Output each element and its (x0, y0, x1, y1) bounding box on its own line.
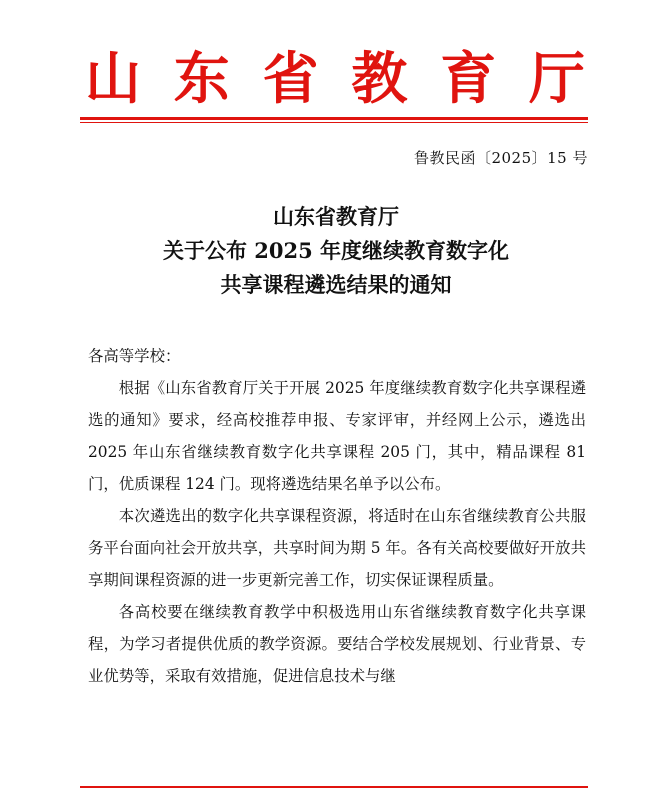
paragraph-1: 根据《山东省教育厅关于开展 2025 年度继续教育数字化共享课程遴选的通知》要求，经高校推荐申报、专家评审，并经网上公示，遴选出 2025 年山东省继续教育数字化共享课程 205 门，其中，精品课程 81 门，优质课程 124 门。现将遴选结果名单予以公布。 (88, 379, 586, 493)
masthead-title: 山 东 省 教 育 厅 (85, 46, 585, 112)
title-line-3: 共享课程遴选结果的通知 (220, 272, 452, 297)
page-bottom-rule (80, 786, 588, 788)
paragraph-3: 各高校要在继续教育教学中积极选用山东省继续教育数字化共享课程，为学习者提供优质的教学资源。要结合学校发展规划、行业背景、专业优势等，采取有效措施，促进信息技术与继 (88, 603, 586, 685)
salutation: 各高等学校： (88, 347, 181, 365)
masthead-rule-thin (80, 122, 588, 123)
title-line-2: 关于公布 2025 年度继续教育数字化 (162, 238, 510, 263)
document-number: 鲁教民函〔2025〕15 号 (413, 149, 588, 167)
notice-title (0, 200, 672, 302)
notice-body (88, 340, 586, 692)
title-line-1: 山东省教育厅 (273, 204, 399, 229)
paragraph-2: 本次遴选出的数字化共享课程资源，将适时在山东省继续教育公共服务平台面向社会开放共享，共享时间为期 5 年。各有关高校要做好开放共享期间课程资源的进一步更新完善工作，切实保证课程质量。 (88, 507, 586, 589)
masthead-rule-thick (80, 117, 588, 120)
